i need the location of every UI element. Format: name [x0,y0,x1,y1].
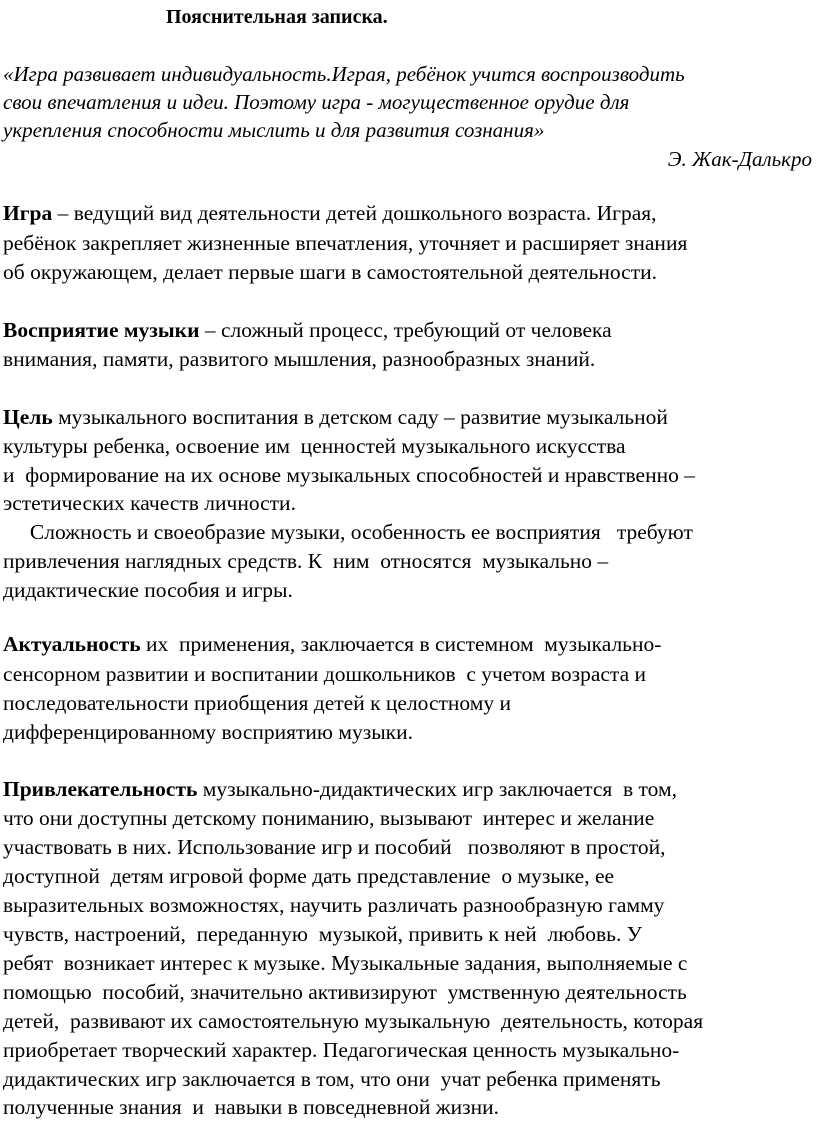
paragraph-line: детей, развивают их самостоятельную музыкальную деятельность, которая [3,1009,704,1033]
paragraph-line: последовательности приобщения детей к целостному и [3,691,511,715]
term-attractiveness: Привлекательность [3,777,198,801]
paragraph-line: привлечения наглядных средств. К ним относятся музыкально – [3,549,609,573]
term-perception: Восприятие музыки [3,318,200,342]
paragraph-line [3,631,661,658]
paragraph-text: их применения, заключается в системном музыкально- [140,632,662,656]
paragraph-text: – сложный процесс, требующий от человека [199,318,612,342]
paragraph-line: дидактических игр заключается в том, что они учат ребенка применять [3,1067,661,1091]
paragraph-line: чувств, настроений, переданную музыкой, привить к ней любовь. У [3,922,642,946]
term-goal: Цель [3,405,53,429]
paragraph-line: полученные знания и навыки в повседневной жизни. [3,1095,499,1119]
paragraph-line: внимания, памяти, развитого мышления, разнообразных знаний. [3,347,596,371]
paragraph-line [3,317,612,344]
page-title: Пояснительная записка. [166,6,388,28]
paragraph-line [3,200,657,227]
epigraph-author: Э. Жак-Далькро [667,147,812,171]
paragraph-line: эстетических качеств личности. [3,491,296,515]
paragraph-line: ребят возникает интерес к музыке. Музыкальные задания, выполняемые с [3,951,688,975]
paragraph-line: помощью пособий, значительно активизируют умственную деятельность [3,980,687,1004]
paragraph-line: об окружающем, делает первые шаги в самостоятельной деятельности. [3,260,657,284]
paragraph-text: музыкально-дидактических игр заключается в том, [197,777,677,801]
paragraph-line: что они доступны детскому пониманию, вызывают интерес и желание [3,806,655,830]
term-igra: Игра [3,201,53,225]
paragraph-text: музыкального воспитания в детском саду – развитие музыкальной [52,405,668,429]
paragraph-line: дидактические пособия и игры. [3,578,293,602]
paragraph-line: сенсорном развитии и воспитании дошкольников с учетом возраста и [3,662,647,686]
epigraph-line: «Игра развивает индивидуальность.Играя, ребёнок учится воспроизводить [3,62,685,86]
paragraph-line: дифференцированному восприятию музыки. [3,720,413,744]
paragraph-line: приобретает творческий характер. Педагогическая ценность музыкально- [3,1038,680,1062]
paragraph-line: участвовать в них. Использование игр и пособий позволяют в простой, [3,835,666,859]
epigraph-line: свои впечатления и идеи. Поэтому игра - могущественное орудие для [3,90,630,114]
paragraph-line: Сложность и своеобразие музыки, особенность ее восприятия требуют [3,520,693,544]
paragraph-line [3,404,668,431]
paragraph-text: – ведущий вид деятельности детей дошкольного возраста. Играя, [52,201,657,225]
paragraph-line: доступной детям игровой форме дать представление о музыке, ее [3,864,615,888]
epigraph-line: укрепления способности мыслить и для развития сознания» [3,118,545,142]
paragraph-line [3,776,677,803]
paragraph-line: выразительных возможностях, научить различать разнообразную гамму [3,893,665,917]
term-relevance: Актуальность [3,632,141,656]
paragraph-line: культуры ребенка, освоение им ценностей музыкального искусства [3,434,626,458]
paragraph-line: и формирование на их основе музыкальных способностей и нравственно – [3,463,695,487]
paragraph-line: ребёнок закрепляет жизненные впечатления, уточняет и расширяет знания [3,231,688,255]
